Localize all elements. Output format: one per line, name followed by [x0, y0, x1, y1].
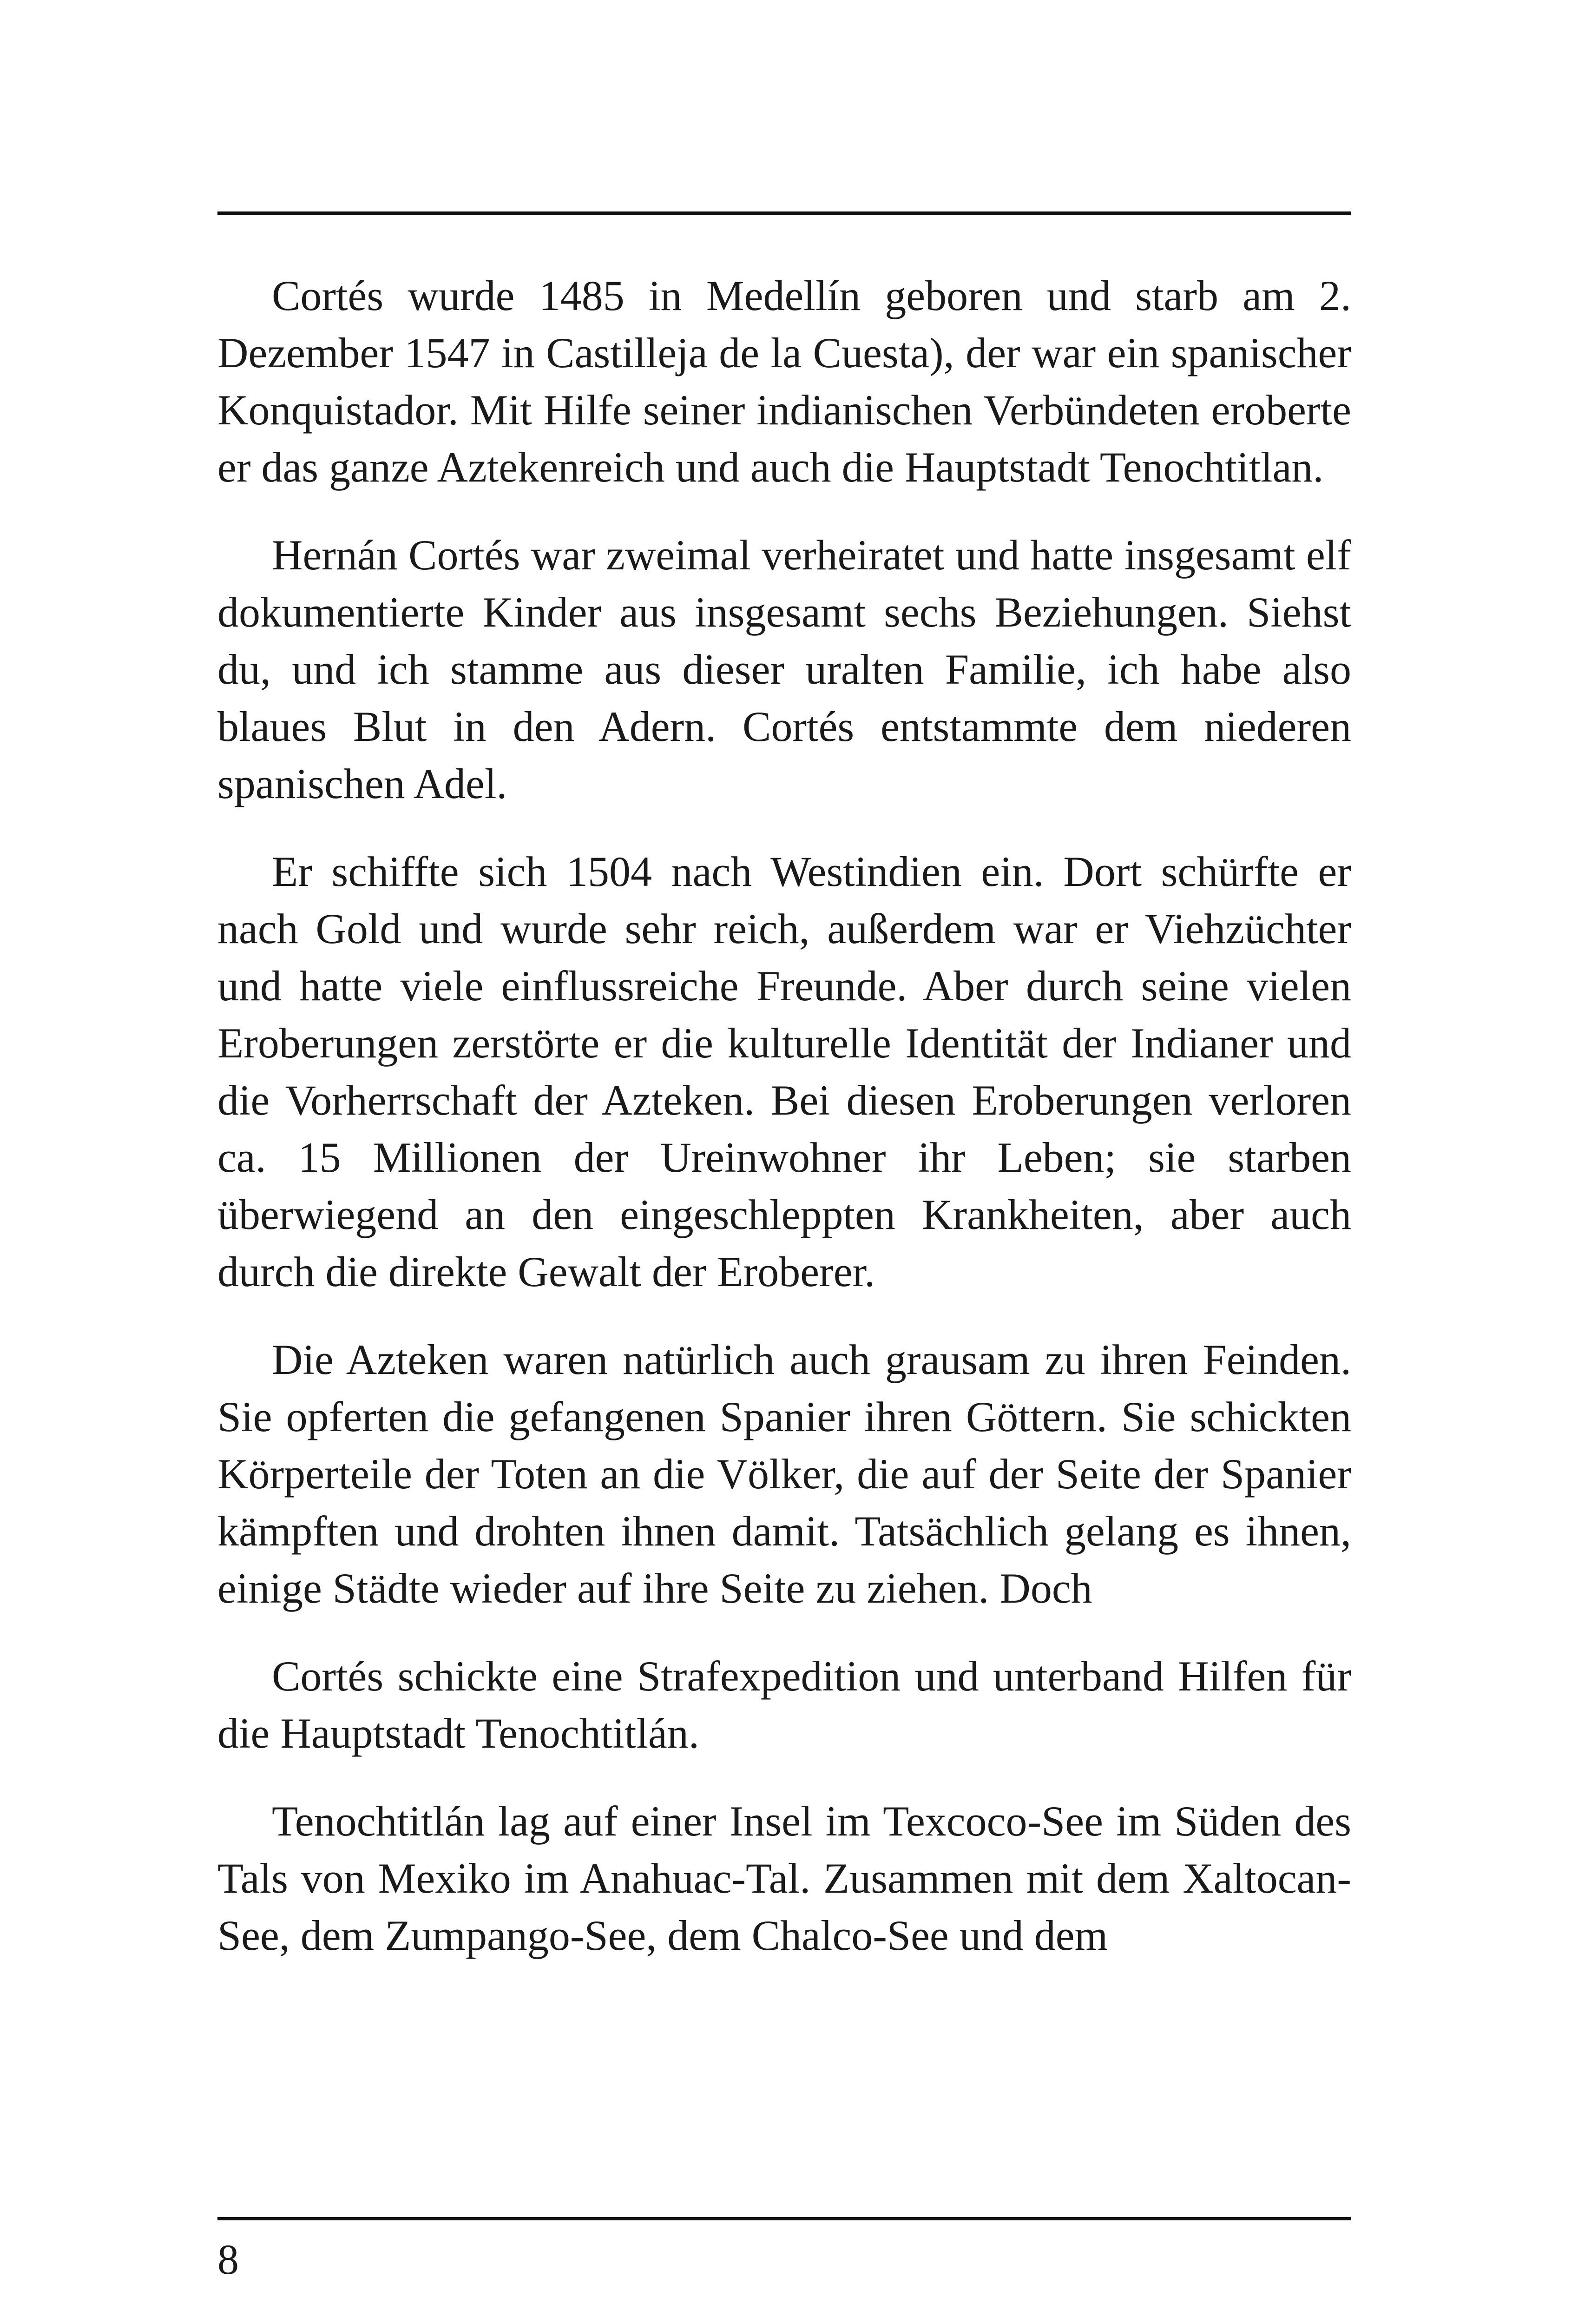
page-number: 8 — [217, 2236, 239, 2283]
paragraph-2: Hernán Cortés war zweimal verheiratet und hatte insgesamt elf dokumentierte Kinder aus insgesamt sechs Beziehungen. Siehst du, und ich stamme aus dieser uralten Familie, ich habe also blaues Blut in den Adern. Cortés entstammte dem niederen spanischen Adel. — [217, 531, 1351, 807]
footer-rule — [217, 2217, 1351, 2220]
paragraph-4: Die Azteken waren natürlich auch grausam zu ihren Feinden. Sie opferten die gefangenen Spanier ihren Göttern. Sie schickten Körperteile der Toten an die Völker, die auf der Seite der Spanier kämpften und drohten ihnen damit. Tatsächlich gelang es ihnen, einige Städte wieder auf ihre Seite zu ziehen. Doch — [217, 1336, 1351, 1612]
body-text — [217, 267, 1351, 1964]
paragraph-3: Er schiffte sich 1504 nach Westindien ein. Dort schürfte er nach Gold und wurde sehr reich, außerdem war er Viehzüchter und hatte viele einflussreiche Freunde. Aber durch seine vielen Eroberungen zerstörte er die kulturelle Identität der Indianer und die Vorherrschaft der Azteken. Bei diesen Eroberungen verloren ca. 15 Millionen der Ureinwohner ihr Leben; sie starben überwiegend an den eingeschleppten Krankheiten, aber auch durch die direkte Gewalt der Eroberer. — [217, 848, 1351, 1295]
header-rule — [217, 211, 1351, 215]
paragraph-5: Cortés schickte eine Strafexpedition und unterband Hilfen für die Hauptstadt Tenochtitlán. — [217, 1652, 1351, 1757]
paragraph-1: Cortés wurde 1485 in Medellín geboren und starb am 2. Dezember 1547 in Castilleja de la Cuesta), der war ein spanischer Konquistador. Mit Hilfe seiner indianischen Verbündeten eroberte er das ganze Aztekenreich und auch die Hauptstadt Tenochtitlan. — [217, 272, 1351, 491]
paragraph-6: Tenochtitlán lag auf einer Insel im Texcoco-See im Süden des Tals von Mexiko im Anahuac-Tal. Zusammen mit dem Xaltocan-See, dem Zumpango-See, dem Chalco-See und dem — [217, 1797, 1351, 1959]
